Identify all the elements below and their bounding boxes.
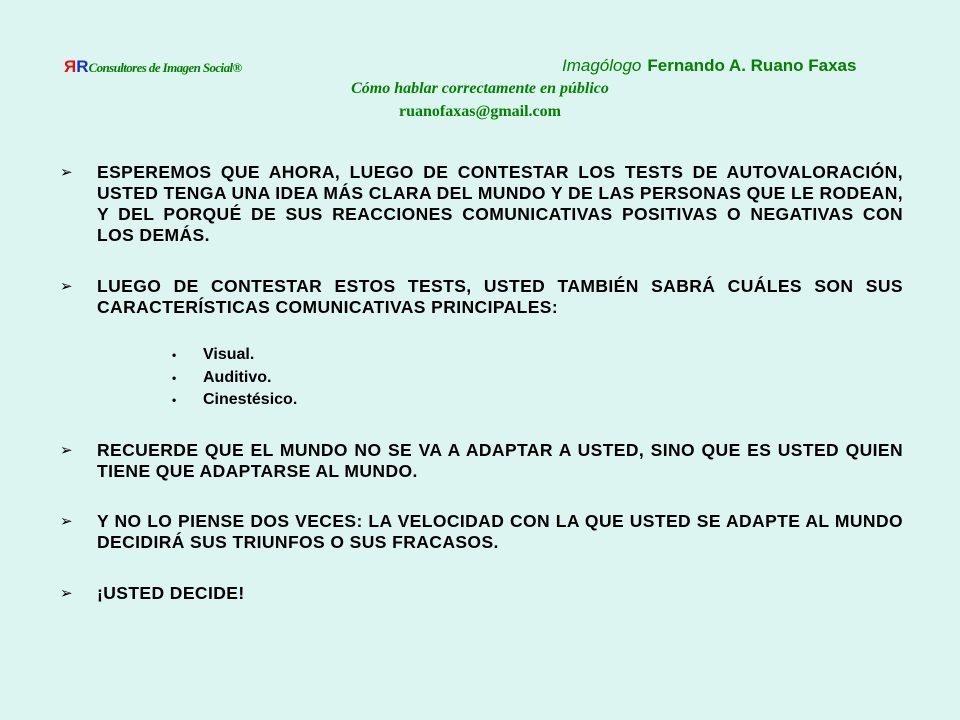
sub-list-text: Auditivo. [203,369,272,386]
presentation-topic: Cómo hablar correctamente en público [351,80,609,97]
author-role: Imagólogo [562,56,642,75]
sub-list-item [172,344,254,366]
contact-email: ruanofaxas@gmail.com [399,103,561,120]
bullet-point [60,162,903,246]
arrow-bullet-icon: ➢ [60,513,73,530]
brand-name: Consultores de Imagen Social® [88,60,242,75]
brand-mark-r: R [76,57,89,76]
arrow-bullet-icon: ➢ [60,442,73,459]
bullet-point [60,583,903,604]
brand-mark-mirrored-r: R [64,57,77,76]
author-name: Fernando A. Ruano Faxas [647,56,857,75]
bullet-text: ¡USTED DECIDE! [97,583,245,603]
bullet-text: Y NO LO PIENSE DOS VECES: LA VELOCIDAD CON LA QUE USTED SE ADAPTE AL MUNDO DECIDIRÁ SUS TRIUNFOS O SUS FRACASOS. [97,511,903,552]
sub-list-text: Cinestésico. [203,391,298,408]
dot-bullet-icon: • [172,371,177,385]
dot-bullet-icon: • [172,393,177,407]
arrow-bullet-icon: ➢ [60,585,73,602]
bullet-point [60,276,903,318]
bullet-text: RECUERDE QUE EL MUNDO NO SE VA A ADAPTAR A USTED, SINO QUE ES USTED QUIEN TIENE QUE ADAPTARSE AL MUNDO. [97,440,903,481]
bullet-text: LUEGO DE CONTESTAR ESTOS TESTS, USTED TAMBIÉN SABRÁ CUÁLES SON SUS CARACTERÍSTICAS COMUNICATIVAS PRINCIPALES: [97,276,903,317]
dot-bullet-icon: • [172,348,177,362]
sub-list-item [172,367,271,389]
bullet-point [60,511,903,553]
arrow-bullet-icon: ➢ [60,278,73,295]
sub-list-item [172,389,297,411]
arrow-bullet-icon: ➢ [60,164,73,181]
bullet-text: ESPEREMOS QUE AHORA, LUEGO DE CONTESTAR LOS TESTS DE AUTOVALORACIÓN, USTED TENGA UNA IDEA MÁS CLARA DEL MUNDO Y DE LAS PERSONAS QUE LE RODEAN, Y DEL PORQUÉ DE SUS REACCIONES COMUNICATIVAS POSITIVAS O NEGATIVAS CON LOS DEMÁS. [97,162,903,245]
brand-logo [64,57,242,77]
bullet-point [60,440,903,482]
author-line [562,56,856,76]
sub-list-text: Visual. [203,346,255,363]
